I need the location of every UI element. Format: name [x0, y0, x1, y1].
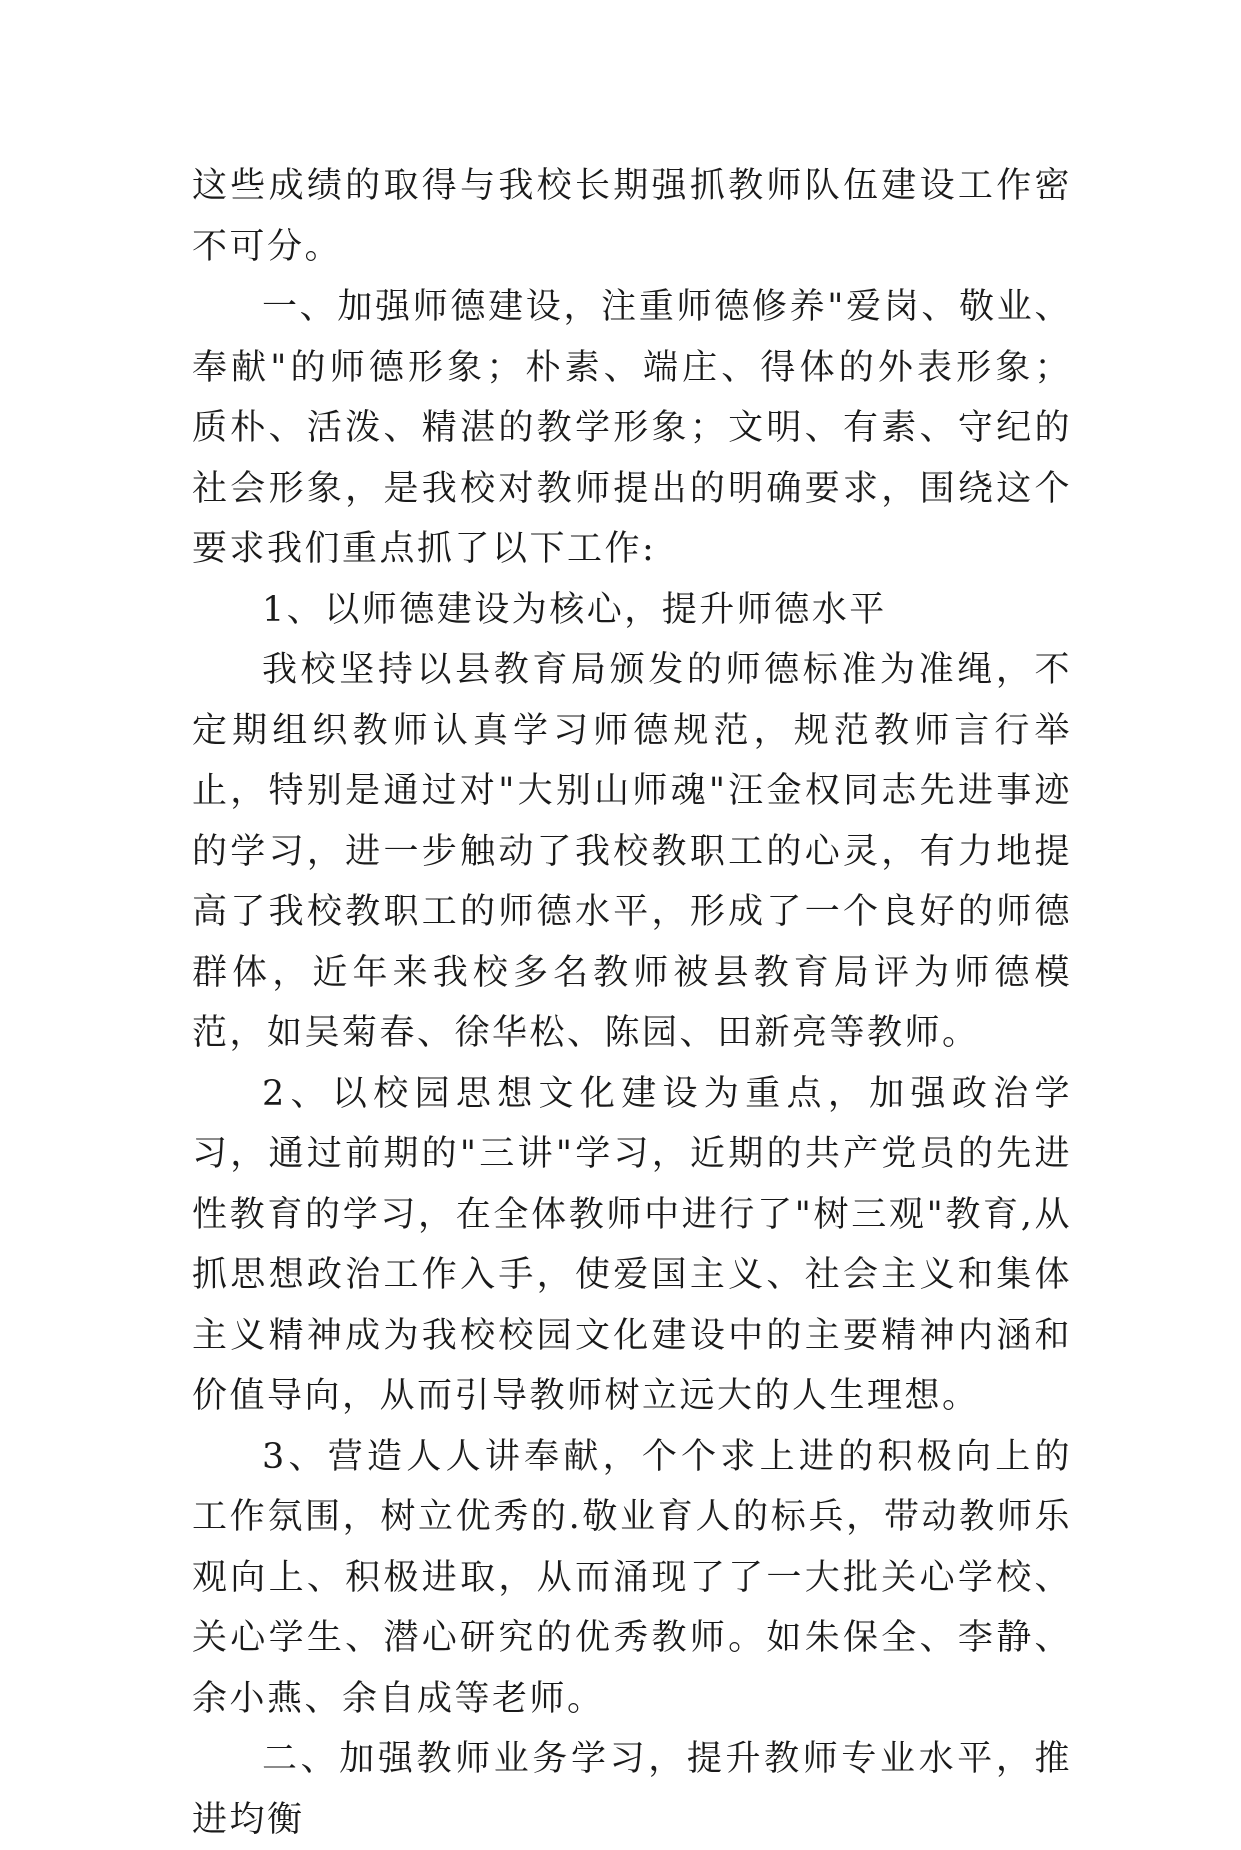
- paragraph: 2、以校园思想文化建设为重点，加强政治学习，通过前期的"三讲"学习，近期的共产党员的先进性教育的学习，在全体教师中进行了"树三观"教育,从抓思想政治工作入手，使爱国主义、社会主义和集体主义精神成为我校校园文化建设中的主要精神内涵和价值导向，从而引导教师树立远大的人生理想。: [192, 1073, 1072, 1416]
- paragraph: 我校坚持以县教育局颁发的师德标准为准绳，不定期组织教师认真学习师德规范，规范教师言行举止，特别是通过对"大别山师魂"汪金权同志先进事迹的学习，进一步触动了我校教职工的心灵，有力地提高了我校教职工的师德水平，形成了一个良好的师德群体，近年来我校多名教师被县教育局评为师德模范，如吴菊春、徐华松、陈园、田新亮等教师。: [192, 650, 1072, 1053]
- paragraph: 3、营造人人讲奉献，个个求上进的积极向上的工作氛围，树立优秀的.敬业育人的标兵，带动教师乐观向上、积极进取，从而涌现了了一大批关心学校、关心学生、潜心研究的优秀教师。如朱保全、李静、余小燕、余自成等老师。: [192, 1436, 1072, 1719]
- paragraph: 一、加强师德建设，注重师德修养"爱岗、敬业、奉献"的师德形象；朴素、端庄、得体的外表形象；质朴、活泼、精湛的教学形象；文明、有素、守纪的社会形象，是我校对教师提出的明确要求，围绕这个要求我们重点抓了以下工作:: [192, 287, 1072, 569]
- paragraph: 这些成绩的取得与我校长期强抓教师队伍建设工作密不可分。: [192, 166, 1072, 267]
- paragraph-heading: 1、以师德建设为核心，提升师德水平: [262, 589, 887, 630]
- paragraph: 二、加强教师业务学习，提升教师专业水平，推进均衡: [192, 1739, 1072, 1840]
- document-body: [192, 156, 1072, 1850]
